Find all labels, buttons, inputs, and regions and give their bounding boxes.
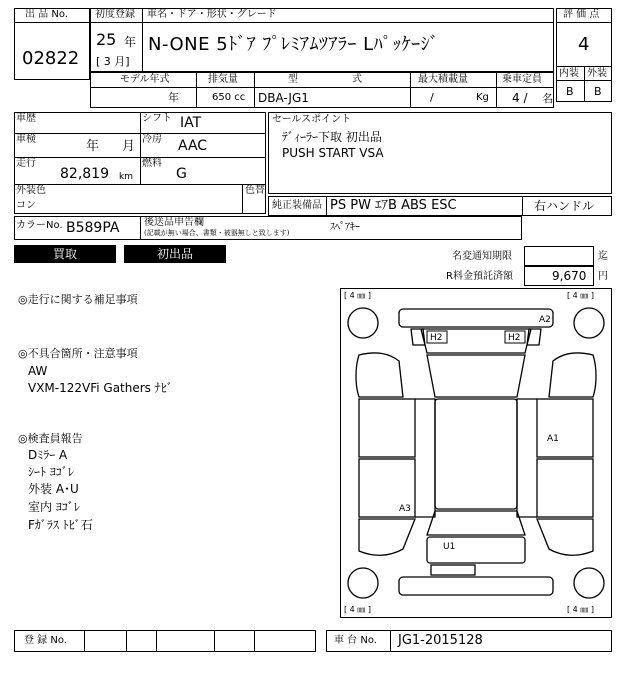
right-front-door [537,399,593,457]
inspector-line-2: ｼｰﾄ ﾖｺﾞﾚ [28,465,74,479]
chassis-divider [390,630,391,652]
spec-divider-1 [196,72,197,108]
left-front-fender [356,353,403,397]
roof [435,399,517,509]
mark-h2-right: H2 [508,333,521,343]
defect-title: ◎不具合箇所・注意事項 [18,347,138,360]
tire-front-right [574,308,604,338]
license-plate [431,565,475,575]
rear-bumper [399,577,553,595]
steering-value: 右ハンドル [534,199,595,213]
fuel-value: G [176,166,187,182]
exterior-color-label: 外装色 [16,185,46,196]
grade-col-divider [584,66,585,102]
mark-a2: A2 [539,315,551,325]
details-col-divider [140,112,141,184]
first-reg-label: 初度登録 [95,9,135,20]
inspector-line-3: 外装 A･U [28,482,79,496]
exterior-grade: B [594,85,602,98]
grade-value: 4 [578,34,590,55]
lot-label-divider [14,22,90,23]
registration-divider-4 [214,630,215,652]
spec-divider-4 [496,72,497,108]
capacity-value: 4 / [512,91,528,105]
displacement-label: 排気量 [208,74,238,85]
title-col-divider [142,8,143,72]
load-unit: Kg [476,92,489,103]
first-reg-year: 25 [96,30,117,49]
windshield [427,355,525,397]
displacement-value: 650 cc [212,92,246,103]
chassis-number: JG1-2015128 [398,633,483,648]
inspector-title: ◎検査員報告 [18,432,83,445]
front-bumper [399,309,553,327]
recycle-value: 9,670 [552,269,587,283]
color-no-label: カラーNo. [16,220,63,231]
chassis-label: 車 台 No. [334,635,377,646]
tire-rear-left [348,568,378,598]
tire-depth-bl: [ 4 ㎜ ] [344,605,371,614]
equipment-divider-1 [326,196,327,216]
ac-label: 冷房 [142,134,162,145]
defect-line-2: VXM-122VFi Gathers ﾅﾋﾞ [28,381,173,395]
inspection-month-unit: 月 [122,139,136,154]
model-year-unit: 年 [168,91,179,104]
sales-point-label: セールスポイント [272,114,352,125]
inspector-line-4: 室内 ﾖｺﾞﾚ [28,500,80,514]
left-front-door [359,399,415,457]
exterior-label: 外装 [587,68,607,79]
load-label: 最大積載量 [418,74,468,85]
inspector-line-1: Dﾐﾗｰ A [28,448,68,462]
title-label-divider [90,22,554,23]
sales-point-line-2: PUSH START VSA [282,146,384,160]
mark-a3: A3 [399,504,411,514]
inspector-line-5: Fｶﾞﾗｽ ﾄﾋﾞ石 [28,518,93,532]
post-items-label: 後送品申告欄 [144,217,204,228]
spec-divider-2 [254,72,255,108]
color-change-label: 色替 [245,185,265,196]
mileage-value: 82,819 [60,166,109,182]
tire-depth-br: [ 4 ㎜ ] [567,605,594,614]
details-row-divider-2 [14,157,266,158]
interior-grade: B [566,85,574,98]
mileage-label: 走行 [16,158,36,169]
color-change-divider [242,184,243,214]
capacity-unit: 名 [542,92,553,105]
registration-divider-5 [254,630,255,652]
equipment-divider-2 [522,196,523,216]
details-row-divider-3 [14,184,266,185]
name-change-label: 名変通知期限 [452,251,512,262]
type-label: 型 [288,74,298,85]
registration-label: 登 録 No. [24,635,67,646]
car-name: N-ONE 5ﾄﾞｱ ﾌﾟﾚﾐｱﾑﾂｱﾗｰ Lﾊﾟｯｹｰｼﾞ [148,34,440,55]
name-change-unit: 迄 [598,251,608,262]
mark-a1: A1 [547,434,559,444]
fuel-label: 燃料 [142,158,162,169]
interior-label: 内装 [559,68,579,79]
supplement-title: ◎走行に関する補足事項 [18,293,138,306]
equipment-value: PS PW ｴｱB ABS ESC [330,198,457,213]
spec-label-divider [90,87,554,88]
car-diagram-box [340,288,612,618]
color-no-divider [140,216,141,240]
tire-depth-tl: [ 4 ㎜ ] [344,291,371,300]
ac-value: AAC [178,138,208,154]
history-label: 車歴 [16,113,36,124]
color-no-value: B589PA [66,220,120,236]
buy-badge: 買取 [14,245,116,263]
registration-divider-2 [126,630,127,652]
capacity-label: 乗車定員 [502,74,542,85]
name-change-box [524,246,594,266]
post-items-note: (記載が無い場合、書類・被器無しと致します) [144,229,290,237]
type-label-2: 式 [352,74,362,85]
first-reg-month: [ 3 月] [96,55,130,68]
model-year-label: モデル年式 [120,74,170,85]
rear-glass [427,511,525,535]
details-row-divider-1 [14,133,266,134]
mark-h2-left: H2 [430,333,443,343]
sales-point-line-1: ﾃﾞｨｰﾗｰ下取 初出品 [282,130,382,144]
right-pillar [517,399,537,517]
defect-line-1: AW [28,364,48,378]
shift-value: IAT [180,115,202,131]
right-front-fender [549,353,596,397]
first-reg-year-unit: 年 [124,35,137,49]
lot-label: 出 品 No. [25,9,68,20]
right-rear-door [537,459,593,517]
post-items-value: ｽﾍﾟｱｷｰ [330,222,360,233]
inspection-label: 車検 [16,134,36,145]
car-name-label: 車名・ドア・形状・グレード [147,9,277,20]
right-rear-quarter [537,519,593,555]
left-rear-quarter [359,519,415,555]
tire-rear-right [574,568,604,598]
lot-number: 02822 [22,48,80,69]
inspection-year-unit: 年 [86,139,100,154]
mark-u1: U1 [443,542,456,552]
shift-label: シフト [142,113,172,124]
spec-divider-3 [410,72,411,108]
first-listing-badge: 初出品 [124,245,226,263]
registration-divider-1 [84,630,85,652]
registration-divider-3 [156,630,157,652]
car-diagram [341,289,611,617]
equipment-label: 純正装備品 [272,200,322,211]
recycle-unit: 円 [598,271,608,282]
tire-front-left [348,308,378,338]
grade-label: 評 価 点 [563,9,600,20]
tire-depth-tr: [ 4 ㎜ ] [567,291,594,300]
exterior-color-value: コン [16,200,36,211]
grade-divider [556,22,612,23]
mileage-unit: km [119,172,133,182]
trunk-lid [427,537,525,563]
recycle-label: R料金預託済額 [446,271,513,282]
left-pillar [415,399,435,517]
type-value: DBA-JG1 [258,91,309,105]
load-value: / [430,91,434,104]
